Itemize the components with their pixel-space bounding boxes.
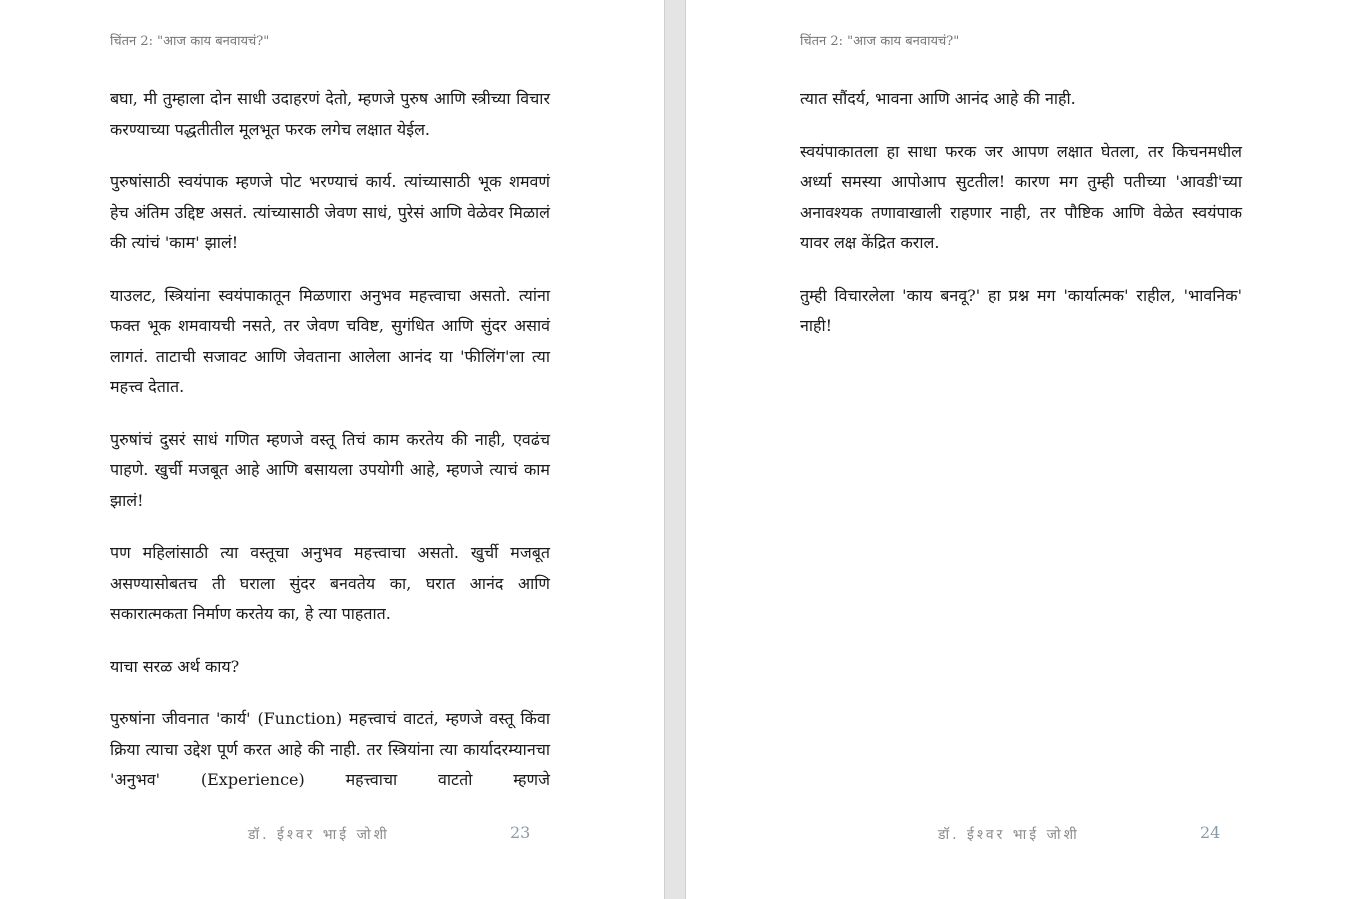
running-header: चिंतन 2: "आज काय बनवायचं?" [110,34,270,49]
document-page-right [686,0,1352,899]
paragraph: याउलट, स्त्रियांना स्वयंपाकातून मिळणारा अनुभव महत्त्वाचा असतो. त्यांना फक्त भूक शमवायची नसते, तर जेवण चविष्ट, सुगंधित आणि सुंदर असावं लागतं. ताटाची सजावट आणि जेवताना आलेला आनंद या 'फीलिंग'ला त्या महत्त्व देतात. [110,285,550,396]
page-number: 23 [510,823,531,842]
paragraph: पुरुषांना जीवनात 'कार्य' (Function) महत्त्वाचं वाटतं, म्हणजे वस्तू किंवा क्रिया त्याचा उद्देश पूर्ण करत आहे की नाही. तर स्त्रियांना त्या कार्यादरम्यानचा 'अनुभव' (Experience) महत्त्वाचा वाटतो म्हणजे [110,709,550,789]
page-gutter [664,0,686,899]
running-header: चिंतन 2: "आज काय बनवायचं?" [800,34,960,49]
paragraph: स्वयंपाकातला हा साधा फरक जर आपण लक्षात घेतला, तर किचनमधील अर्ध्या समस्या आपोआप सुटतील! कारण मग तुम्ही पतीच्या 'आवडी'च्या अनावश्यक तणावाखाली राहणार नाही, तर पौष्टिक आणि वेळेत स्वयंपाक यावर लक्ष केंद्रित कराल. [800,141,1242,252]
page-body-text [110,84,550,818]
document-page-left [0,0,664,899]
paragraph: याचा सरळ अर्थ काय? [110,656,240,676]
footer-author: डॉ. ईश्वर भाई जोशी [938,827,1080,843]
paragraph: पण महिलांसाठी त्या वस्तूचा अनुभव महत्त्वाचा असतो. खुर्ची मजबूत असण्यासोबतच ती घराला सुंदर बनवतेय का, घरात आनंद आणि सकारात्मकता निर्माण करतेय का, हे त्या पाहतात. [110,543,550,623]
page-body-text [800,84,1242,364]
page-number: 24 [1200,823,1221,842]
paragraph: पुरुषांसाठी स्वयंपाक म्हणजे पोट भरण्याचं कार्य. त्यांच्यासाठी भूक शमवणं हेच अंतिम उद्दिष्ट असतं. त्यांच्यासाठी जेवण साधं, पुरेसं आणि वेळेवर मिळालं की त्यांचं 'काम' झालं! [110,172,550,252]
paragraph: बघा, मी तुम्हाला दोन साधी उदाहरणं देतो, म्हणजे पुरुष आणि स्त्रीच्या विचार करण्याच्या पद्धतीतील मूलभूत फरक लगेच लक्षात येईल. [110,89,550,139]
gutter-edge-left [664,0,665,899]
paragraph: त्यात सौंदर्य, भावना आणि आनंद आहे की नाही. [800,89,1076,108]
footer-author: डॉ. ईश्वर भाई जोशी [248,827,390,843]
paragraph: तुम्ही विचारलेला 'काय बनवू?' हा प्रश्न मग 'कार्यात्मक' राहील, 'भावनिक' नाही! [800,285,1242,335]
paragraph: पुरुषांचं दुसरं साधं गणित म्हणजे वस्तू तिचं काम करतेय की नाही, एवढंच पाहणे. खुर्ची मजबूत आहे आणि बसायला उपयोगी आहे, म्हणजे त्याचं काम झालं! [110,429,550,510]
